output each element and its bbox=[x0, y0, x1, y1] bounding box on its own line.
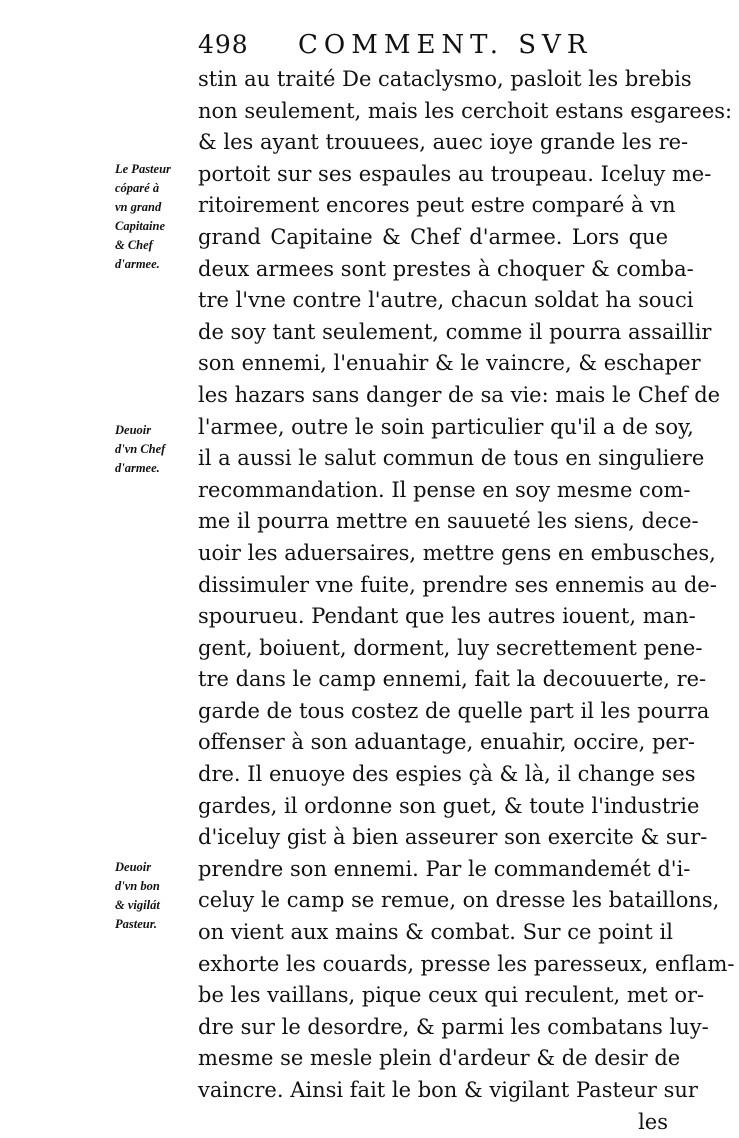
text-line: tre l'vne contre l'autre, chacun soldat ha souci bbox=[198, 288, 694, 313]
text-line: exhorte les couards, presse les paresseux, enflam- bbox=[198, 951, 735, 976]
page-number: 498 bbox=[198, 30, 249, 59]
body-text bbox=[198, 64, 735, 1138]
text-line: dissimuler vne fuite, prendre ses ennemis au de- bbox=[198, 572, 717, 597]
margin-note-line: d'armee. bbox=[115, 257, 160, 271]
margin-note-line: Capitaine bbox=[115, 219, 166, 233]
text-line: spourueu. Pendant que les autres iouent, man- bbox=[198, 604, 696, 629]
text-line: les hazars sans danger de sa vie: mais le Chef de bbox=[198, 382, 721, 407]
text-line: celuy le camp se remue, on dresse les bataillons, bbox=[198, 888, 720, 913]
text-line: l'armee, outre le soin particulier qu'il a de soy, bbox=[198, 414, 694, 439]
text-line: dre. Il enuoye des espies çà & là, il change ses bbox=[198, 762, 696, 787]
text-line: stin au traité De cataclysmo, pasloit les brebis bbox=[198, 67, 692, 91]
margin-note-line: cóparé à bbox=[115, 181, 160, 195]
text-line: recommandation. Il pense en soy mesme com- bbox=[198, 477, 691, 502]
text-line: uoir les aduersaires, mettre gens en embusches, bbox=[198, 540, 716, 565]
text-line: prendre son ennemi. Par le commandemét d'i- bbox=[198, 856, 691, 881]
text-line: & les ayant trouuees, auec ioye grande les re- bbox=[198, 130, 689, 155]
margin-note-deuoir-chef bbox=[115, 421, 195, 478]
catchword: les bbox=[638, 1109, 668, 1134]
text-line: offenser à son aduantage, enuahir, occire, per- bbox=[198, 730, 695, 755]
text-line: me il pourra mettre en sauueté les siens, dece- bbox=[198, 509, 699, 534]
text-line: gent, boiuent, dorment, luy secrettement pene- bbox=[198, 635, 703, 660]
text-line: mesme se mesle plein d'ardeur & de desir de bbox=[198, 1046, 681, 1071]
text-line: portoit sur ses espaules au troupeau. Iceluy me- bbox=[198, 161, 712, 186]
margin-note-line: Deuoir bbox=[115, 423, 152, 437]
running-title: COMMENT. SVR bbox=[298, 30, 593, 60]
text-line: de soy tant seulement, comme il pourra assaillir bbox=[198, 319, 712, 344]
text-line: son ennemi, l'enuahir & le vaincre, & eschaper bbox=[198, 351, 701, 376]
text-line: tre dans le camp ennemi, fait la decouuerte, re- bbox=[198, 667, 707, 692]
text-line: d'iceluy gist à bien asseurer son exercite & sur- bbox=[198, 825, 708, 850]
page-header bbox=[198, 30, 668, 64]
margin-note-line: d'vn Chef bbox=[115, 442, 166, 456]
margin-note-line: Deuoir bbox=[115, 860, 152, 874]
text-line: ritoirement encores peut estre comparé à vn bbox=[198, 193, 676, 218]
margin-note-line: d'vn bon bbox=[115, 879, 160, 893]
text-line: on vient aux mains & combat. Sur ce point il bbox=[198, 920, 673, 945]
margin-note-line: Pasteur. bbox=[115, 917, 158, 931]
text-line: vaincre. Ainsi fait le bon & vigilant Pasteur sur bbox=[198, 1078, 698, 1102]
margin-note-line: & Chef bbox=[115, 238, 153, 252]
text-line: il a aussi le salut commun de tous en singuliere bbox=[198, 446, 705, 471]
margin-note-line: vn grand bbox=[115, 200, 162, 214]
text-line: deux armees sont prestes à choquer & comba- bbox=[198, 256, 694, 281]
text-line: dre sur le desordre, & parmi les combatans luy- bbox=[198, 1014, 709, 1039]
margin-note-pasteur-capitaine bbox=[115, 160, 195, 274]
margin-note-line: d'armee. bbox=[115, 461, 160, 475]
margin-note-line: & vigilát bbox=[115, 898, 160, 912]
margin-note-deuoir-pasteur bbox=[115, 858, 195, 934]
text-line: be les vaillans, pique ceux qui reculent, met or- bbox=[198, 983, 705, 1008]
text-line: non seulement, mais les cerchoit estans esgarees: bbox=[198, 98, 733, 123]
text-line: garde de tous costez de quelle part il les pourra bbox=[198, 698, 710, 723]
text-line: gardes, il ordonne son guet, & toute l'industrie bbox=[198, 793, 700, 818]
text-line: grand Capitaine & Chef d'armee. Lors que bbox=[198, 224, 668, 249]
margin-note-line: Le Pasteur bbox=[115, 162, 171, 176]
